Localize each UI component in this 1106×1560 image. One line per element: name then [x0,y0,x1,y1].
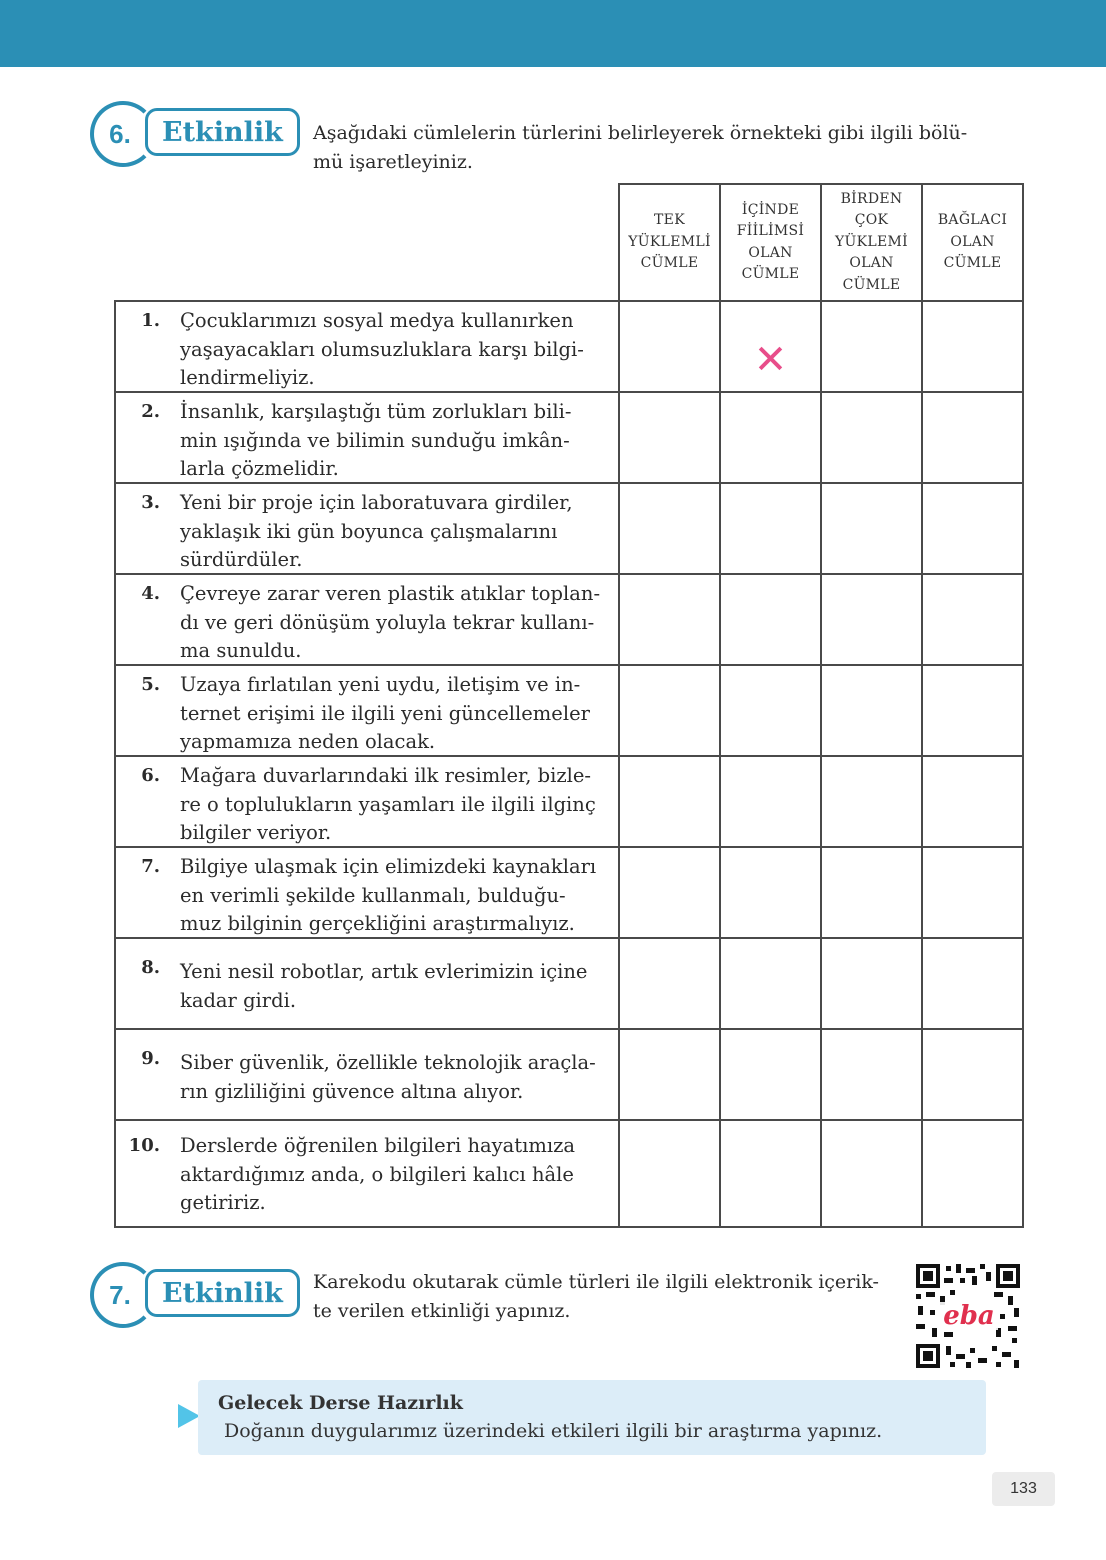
row-number: 9. [141,1048,160,1069]
checkbox-cell[interactable] [619,483,720,574]
table-row [115,1120,1023,1227]
checkbox-cell[interactable] [619,574,720,665]
prep-title: Gelecek Derse Hazırlık [218,1392,463,1414]
header-verbal: İÇİNDE FİİLİMSİ OLAN CÜMLE [720,184,821,301]
checkbox-cell[interactable] [922,1029,1023,1120]
activity-number: 6. [90,101,156,167]
table-header-row [115,184,1023,301]
sentence-cell [115,483,619,574]
sentence-text: Derslerde öğrenilen bilgileri hayatımıza aktardığımız anda, o bilgileri kalıcı hâle getiririz. [180,1134,575,1214]
play-arrow-icon [178,1404,200,1428]
row-number: 4. [141,583,160,604]
checkbox-cell[interactable] [619,301,720,392]
checkbox-cell[interactable] [720,392,821,483]
checkbox-cell[interactable] [720,301,821,392]
sentence-cell [115,756,619,847]
sentence-text: Çevreye zarar veren plastik atıklar toplan- dı ve geri dönüşüm yoluyla tekrar kullanı- ma sunuldu. [180,582,601,662]
activity-7-instruction: Karekodu okutarak cümle türleri ile ilgili elektronik içerik- te verilen etkinliği yapınız. [313,1271,879,1322]
checkbox-cell[interactable] [720,938,821,1029]
table-row [115,756,1023,847]
sentence-text: Çocuklarımızı sosyal medya kullanırken yaşayacakları olumsuzluklara karşı bilgi- lendirmeliyiz. [180,309,584,389]
page-number: 133 [992,1472,1055,1506]
checkbox-cell[interactable] [619,1120,720,1227]
checkbox-cell[interactable] [922,665,1023,756]
sentence-text: Yeni nesil robotlar, artık evlerimizin içine kadar girdi. [180,960,588,1012]
checkbox-cell[interactable] [619,847,720,938]
next-lesson-prep [198,1380,986,1455]
checkbox-cell[interactable] [821,301,922,392]
sentence-text: Siber güvenlik, özellikle teknolojik araçla- rın gizliliğini güvence altına alıyor. [180,1051,596,1103]
sentence-cell [115,665,619,756]
header-multi-predicate: BİRDEN ÇOK YÜKLEMİ OLAN CÜMLE [821,184,922,301]
checkbox-cell[interactable] [922,301,1023,392]
sentence-cell [115,1029,619,1120]
sentence-text: Uzaya fırlatılan yeni uydu, iletişim ve in- ternet erişimi ile ilgili yeni güncellemeler yapmamıza neden olacak. [180,673,590,753]
qr-code-icon[interactable] [914,1262,1022,1370]
sentence-cell [115,1120,619,1227]
sentence-text: İnsanlık, karşılaştığı tüm zorlukları bili- min ışığında ve bilimin sunduğu imkân- larla çözmelidir. [180,400,572,480]
header-conjunction: BAĞLACI OLAN CÜMLE [922,184,1023,301]
row-number: 7. [141,856,160,877]
sentence-text: Mağara duvarlarındaki ilk resimler, bizle- re o toplulukların yaşamları ile ilgili ilginç bilgiler veriyor. [180,764,596,844]
sentence-cell [115,301,619,392]
checkbox-cell[interactable] [720,847,821,938]
checkbox-cell[interactable] [619,938,720,1029]
checkbox-cell[interactable] [922,938,1023,1029]
activity-number: 7. [90,1262,156,1328]
checkbox-cell[interactable] [720,1120,821,1227]
row-number: 3. [141,492,160,513]
activity-label: Etkinlik [145,1269,300,1317]
table-row [115,301,1023,392]
checkbox-cell[interactable] [821,756,922,847]
checkbox-cell[interactable] [821,847,922,938]
row-number: 10. [128,1135,160,1156]
row-number: 1. [141,310,160,331]
checkbox-cell[interactable] [821,574,922,665]
activity-label: Etkinlik [145,108,300,156]
sentence-text: Yeni bir proje için laboratuvara girdiler, yaklaşık iki gün boyunca çalışmalarını sürdürdüler. [180,491,573,571]
row-number: 6. [141,765,160,786]
checkbox-cell[interactable] [922,392,1023,483]
checkbox-cell[interactable] [821,665,922,756]
checkbox-cell[interactable] [922,483,1023,574]
table-row [115,847,1023,938]
sentence-cell [115,938,619,1029]
row-number: 5. [141,674,160,695]
table-row [115,392,1023,483]
header-bar [0,0,1106,67]
row-number: 8. [141,957,160,978]
checkbox-cell[interactable] [619,756,720,847]
checkbox-cell[interactable] [619,665,720,756]
checkbox-cell[interactable] [720,665,821,756]
sentence-type-table [114,183,1024,1228]
checkbox-cell[interactable] [922,574,1023,665]
checkbox-cell[interactable] [821,483,922,574]
checkbox-cell[interactable] [720,756,821,847]
table-row [115,574,1023,665]
table-row [115,483,1023,574]
checkbox-cell[interactable] [821,938,922,1029]
table-row [115,665,1023,756]
eba-logo: eba [943,1301,995,1331]
activity-6-instruction: Aşağıdaki cümlelerin türlerini belirleyerek örnekteki gibi ilgili bölü- mü işaretleyiniz. [313,122,968,173]
checkbox-cell[interactable] [720,1029,821,1120]
checkbox-cell[interactable] [821,1120,922,1227]
cross-mark-icon: ✕ [753,336,788,383]
sentence-cell [115,574,619,665]
checkbox-cell[interactable] [720,483,821,574]
checkbox-cell[interactable] [720,574,821,665]
sentence-cell [115,847,619,938]
checkbox-cell[interactable] [922,847,1023,938]
sentence-text: Bilgiye ulaşmak için elimizdeki kaynakları en verimli şekilde kullanmalı, bulduğu- muz bilginin gerçekliğini araştırmalıyız. [180,855,597,935]
table-row [115,1029,1023,1120]
checkbox-cell[interactable] [821,1029,922,1120]
sentence-cell [115,392,619,483]
checkbox-cell[interactable] [922,756,1023,847]
checkbox-cell[interactable] [922,1120,1023,1227]
header-single-predicate: TEK YÜKLEMLİ CÜMLE [619,184,720,301]
checkbox-cell[interactable] [821,392,922,483]
row-number: 2. [141,401,160,422]
checkbox-cell[interactable] [619,1029,720,1120]
checkbox-cell[interactable] [619,392,720,483]
prep-text: Doğanın duygularımız üzerindeki etkileri ilgili bir araştırma yapınız. [224,1420,883,1442]
table-row [115,938,1023,1029]
